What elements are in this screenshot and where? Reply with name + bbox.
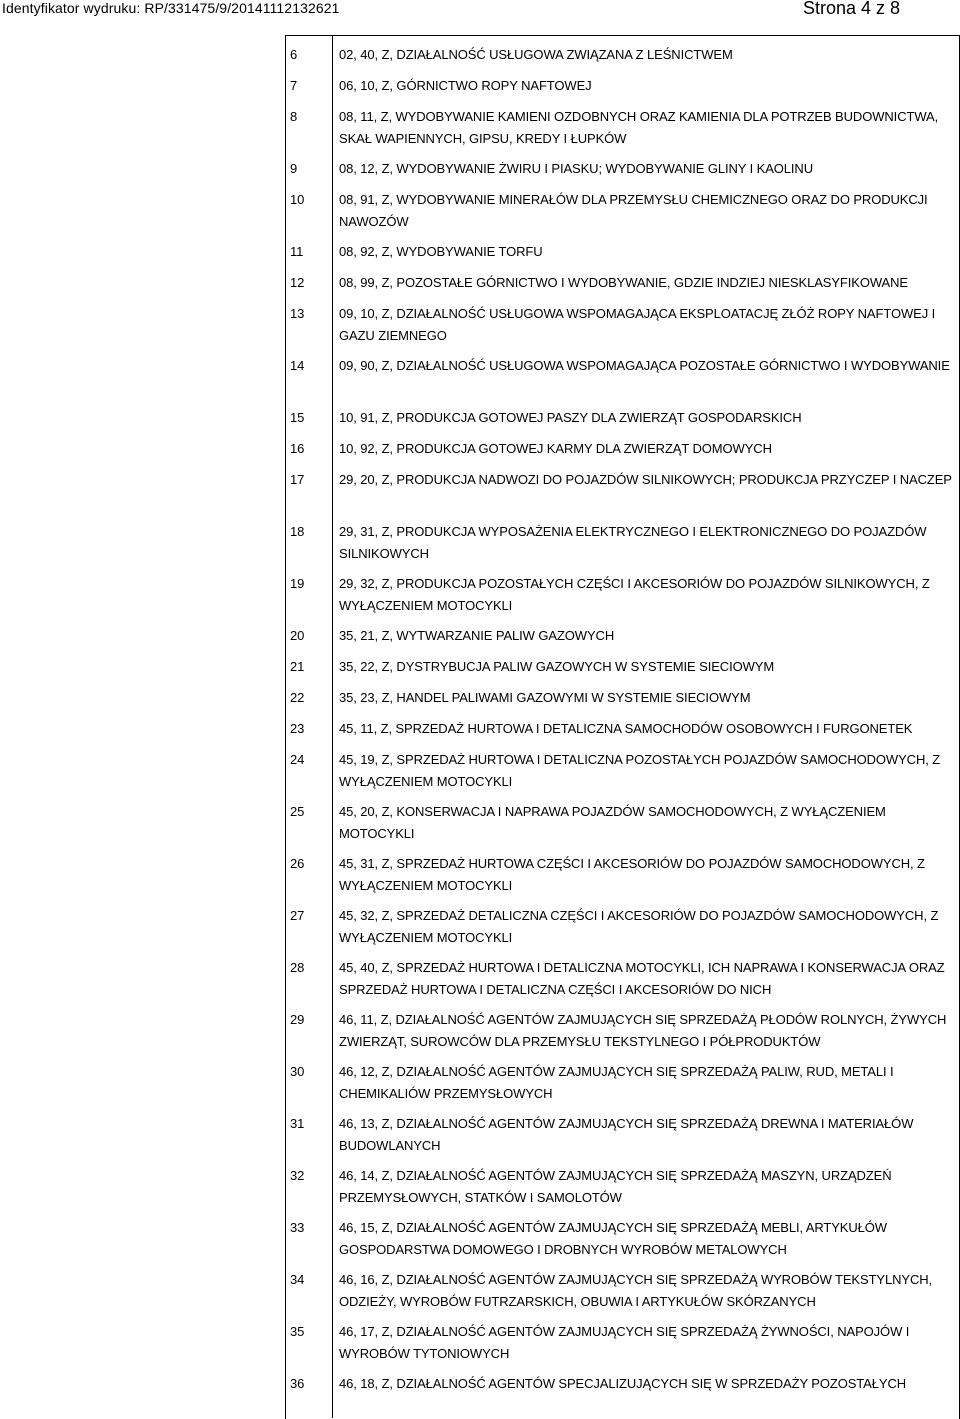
row-number: 17 (290, 472, 305, 487)
row-number: 16 (290, 441, 305, 456)
row-number: 22 (290, 690, 305, 705)
row-text: 06, 10, Z, GÓRNICTWO ROPY NAFTOWEJ (339, 78, 592, 93)
row-text: 29, 20, Z, PRODUKCJA NADWOZI DO POJAZDÓW SILNIKOWYCH; PRODUKCJA PRZYCZEP I NACZEP (339, 472, 952, 487)
row-text: 46, 16, Z, DZIAŁALNOŚĆ AGENTÓW ZAJMUJĄCYCH SIĘ SPRZEDAŻĄ WYROBÓW TEKSTYLNYCH, ODZIEŻY, WYROBÓW FUTRZARSKICH, OBUWIA I ARTYKUŁÓW SKÓRZANYCH (339, 1272, 933, 1309)
row-text: 09, 90, Z, DZIAŁALNOŚĆ USŁUGOWA WSPOMAGAJĄCA POZOSTAŁE GÓRNICTWO I WYDOBYWANIE (339, 358, 950, 373)
row-number: 33 (290, 1220, 305, 1235)
row-text: 29, 32, Z, PRODUKCJA POZOSTAŁYCH CZĘŚCI I AKCESORIÓW DO POJAZDÓW SILNIKOWYCH, Z WYŁĄCZENIEM MOTOCYKLI (339, 576, 930, 613)
row-number: 27 (290, 908, 305, 923)
row-text: 46, 12, Z, DZIAŁALNOŚĆ AGENTÓW ZAJMUJĄCYCH SIĘ SPRZEDAŻĄ PALIW, RUD, METALI I CHEMIKALIÓW PRZEMYSŁOWYCH (339, 1064, 894, 1101)
row-number: 19 (290, 576, 305, 591)
row-text: 45, 20, Z, KONSERWACJA I NAPRAWA POJAZDÓW SAMOCHODOWYCH, Z WYŁĄCZENIEM MOTOCYKLI (339, 804, 886, 841)
row-text: 46, 18, Z, DZIAŁALNOŚĆ AGENTÓW SPECJALIZUJĄCYCH SIĘ W SPRZEDAŻY POZOSTAŁYCH (339, 1376, 907, 1391)
row-text: 45, 31, Z, SPRZEDAŻ HURTOWA CZĘŚCI I AKCESORIÓW DO POJAZDÓW SAMOCHODOWYCH, Z WYŁĄCZENIEM MOTOCYKLI (339, 856, 925, 893)
row-text: 08, 92, Z, WYDOBYWANIE TORFU (339, 244, 543, 259)
row-number: 24 (290, 752, 305, 767)
row-text: 35, 21, Z, WYTWARZANIE PALIW GAZOWYCH (339, 628, 615, 643)
row-number: 8 (290, 109, 298, 124)
print-identifier: Identyfikator wydruku: RP/331475/9/20141112132621 (2, 0, 340, 16)
row-text: 29, 31, Z, PRODUKCJA WYPOSAŻENIA ELEKTRYCZNEGO I ELEKTRONICZNEGO DO POJAZDÓW SILNIKOWYCH (339, 524, 927, 561)
row-text: 35, 23, Z, HANDEL PALIWAMI GAZOWYMI W SYSTEMIE SIECIOWYM (339, 690, 751, 705)
row-number: 23 (290, 721, 305, 736)
row-number: 30 (290, 1064, 305, 1079)
row-number: 34 (290, 1272, 305, 1287)
row-number: 25 (290, 804, 305, 819)
row-text: 45, 19, Z, SPRZEDAŻ HURTOWA I DETALICZNA POZOSTAŁYCH POJAZDÓW SAMOCHODOWYCH, Z WYŁĄCZENIEM MOTOCYKLI (339, 752, 941, 789)
row-text: 46, 13, Z, DZIAŁALNOŚĆ AGENTÓW ZAJMUJĄCYCH SIĘ SPRZEDAŻĄ DREWNA I MATERIAŁÓW BUDOWLANYCH (339, 1116, 914, 1153)
row-number: 13 (290, 306, 305, 321)
row-number: 18 (290, 524, 305, 539)
row-text: 46, 17, Z, DZIAŁALNOŚĆ AGENTÓW ZAJMUJĄCYCH SIĘ SPRZEDAŻĄ ŻYWNOŚCI, NAPOJÓW I WYROBÓW TYTONIOWYCH (339, 1324, 910, 1361)
row-number: 20 (290, 628, 305, 643)
row-text: 02, 40, Z, DZIAŁALNOŚĆ USŁUGOWA ZWIĄZANA Z LEŚNICTWEM (339, 47, 733, 62)
row-number: 10 (290, 192, 305, 207)
page-number: Strona 4 z 8 (802, 0, 900, 18)
row-text: 46, 14, Z, DZIAŁALNOŚĆ AGENTÓW ZAJMUJĄCYCH SIĘ SPRZEDAŻĄ MASZYN, URZĄDZEŃ PRZEMYSŁOWYCH, STATKÓW I SAMOLOTÓW (339, 1168, 892, 1205)
row-text: 08, 12, Z, WYDOBYWANIE ŻWIRU I PIASKU; WYDOBYWANIE GLINY I KAOLINU (339, 161, 814, 176)
page-header (0, 0, 960, 22)
row-text: 35, 22, Z, DYSTRYBUCJA PALIW GAZOWYCH W SYSTEMIE SIECIOWYM (339, 659, 775, 674)
row-text: 46, 11, Z, DZIAŁALNOŚĆ AGENTÓW ZAJMUJĄCYCH SIĘ SPRZEDAŻĄ PŁODÓW ROLNYCH, ŻYWYCH ZWIERZĄT, SUROWCÓW DLA PRZEMYSŁU TEKSTYLNEGO I PÓŁPRODUKTÓW (339, 1012, 947, 1049)
row-text: 45, 32, Z, SPRZEDAŻ DETALICZNA CZĘŚCI I AKCESORIÓW DO POJAZDÓW SAMOCHODOWYCH, Z WYŁĄCZENIEM MOTOCYKLI (339, 908, 939, 945)
row-text: 08, 91, Z, WYDOBYWANIE MINERAŁÓW DLA PRZEMYSŁU CHEMICZNEGO ORAZ DO PRODUKCJI NAWOZÓW (339, 192, 928, 229)
row-text: 46, 15, Z, DZIAŁALNOŚĆ AGENTÓW ZAJMUJĄCYCH SIĘ SPRZEDAŻĄ MEBLI, ARTYKUŁÓW GOSPODARSTWA DOMOWEGO I DROBNYCH WYROBÓW METALOWYCH (339, 1220, 887, 1257)
row-number: 36 (290, 1376, 305, 1391)
row-number: 35 (290, 1324, 305, 1339)
row-text: 45, 40, Z, SPRZEDAŻ HURTOWA I DETALICZNA MOTOCYKLI, ICH NAPRAWA I KONSERWACJA ORAZ SPRZEDAŻ HURTOWA I DETALICZNA CZĘŚCI I AKCESORIÓW DO NICH (339, 960, 945, 997)
row-number: 26 (290, 856, 305, 871)
row-text: 09, 10, Z, DZIAŁALNOŚĆ USŁUGOWA WSPOMAGAJĄCA EKSPLOATACJĘ ZŁÓŻ ROPY NAFTOWEJ I GAZU ZIEMNEGO (339, 306, 936, 343)
column-divider (332, 35, 333, 1418)
row-number: 7 (290, 78, 298, 93)
row-text: 08, 99, Z, POZOSTAŁE GÓRNICTWO I WYDOBYWANIE, GDZIE INDZIEJ NIESKLASYFIKOWANE (339, 275, 908, 290)
row-text: 45, 11, Z, SPRZEDAŻ HURTOWA I DETALICZNA SAMOCHODÓW OSOBOWYCH I FURGONETEK (339, 721, 913, 736)
row-number: 31 (290, 1116, 305, 1131)
row-text: 10, 91, Z, PRODUKCJA GOTOWEJ PASZY DLA ZWIERZĄT GOSPODARSKICH (339, 410, 802, 425)
row-number: 14 (290, 358, 305, 373)
row-number: 29 (290, 1012, 305, 1027)
row-number: 12 (290, 275, 305, 290)
row-number: 6 (290, 47, 298, 62)
row-number: 28 (290, 960, 305, 975)
row-number: 9 (290, 161, 298, 176)
pkd-table (285, 35, 960, 1419)
row-text: 10, 92, Z, PRODUKCJA GOTOWEJ KARMY DLA ZWIERZĄT DOMOWYCH (339, 441, 772, 456)
row-number: 11 (290, 244, 304, 259)
row-number: 32 (290, 1168, 305, 1183)
row-number: 21 (290, 659, 305, 674)
row-text: 08, 11, Z, WYDOBYWANIE KAMIENI OZDOBNYCH ORAZ KAMIENIA DLA POTRZEB BUDOWNICTWA, SKAŁ WAPIENNYCH, GIPSU, KREDY I ŁUPKÓW (339, 109, 939, 146)
row-number: 15 (290, 410, 305, 425)
